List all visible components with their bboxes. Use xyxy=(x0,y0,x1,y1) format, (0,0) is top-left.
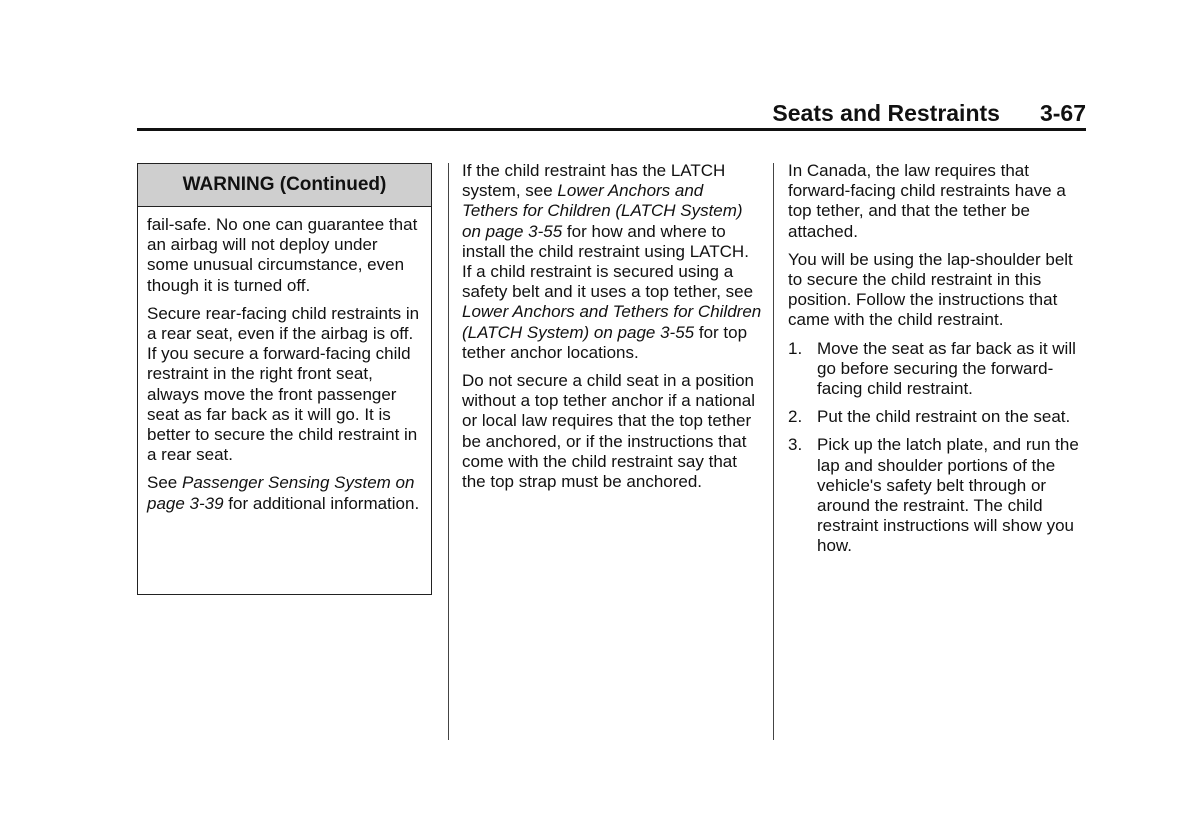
col3-paragraph-2: You will be using the lap-shoulder belt to secure the child restraint in this position. Follow the instructions that came with the child restraint. xyxy=(788,249,1073,330)
step-number: 1. xyxy=(788,338,803,358)
col2-paragraph-1 xyxy=(462,161,762,363)
warning-box xyxy=(137,163,432,595)
column-3 xyxy=(788,161,1088,565)
page-header xyxy=(700,100,1086,127)
text-run: for how and where to install the child restraint using LATCH. If a child restraint is secured using a safety belt and it uses a top tether, see xyxy=(462,221,754,302)
step-number: 3. xyxy=(788,435,803,455)
warning-paragraph-1: fail-safe. No one can guarantee that an airbag will not deploy under some unusual circumstance, even though it is turned off. xyxy=(147,215,418,295)
column-2 xyxy=(462,161,762,500)
step-text: Put the child restraint on the seat. xyxy=(817,407,1071,427)
text-run: for additional information. xyxy=(223,493,420,513)
steps-list xyxy=(788,339,1088,557)
column-divider-1 xyxy=(448,163,449,740)
text-run: for top tether anchor locations. xyxy=(462,322,748,362)
cross-reference-link[interactable]: Lower Anchors and Tethers for Children (LATCH System) on page 3-55 xyxy=(462,302,762,342)
column-divider-2 xyxy=(773,163,774,740)
text-run: If the child restraint has the LATCH system, see xyxy=(462,161,726,201)
cross-reference-link[interactable]: Passenger Sensing System on page 3-39 xyxy=(147,473,415,513)
col3-paragraph-1: In Canada, the law requires that forward-facing child restraints have a top tether, and that the tether be attached. xyxy=(788,161,1066,241)
warning-body xyxy=(138,207,431,514)
header-rule xyxy=(137,128,1086,131)
list-item xyxy=(788,339,1088,400)
step-number: 2. xyxy=(788,407,803,427)
section-title: Seats and Restraints xyxy=(772,100,1000,126)
text-run: See xyxy=(147,473,182,493)
warning-heading: WARNING (Continued) xyxy=(138,164,431,207)
step-text: Pick up the latch plate, and run the lap and shoulder portions of the vehicle's safety belt through or around the restraint. The child restraint instructions will show you how. xyxy=(817,435,1079,556)
cross-reference-link[interactable]: Lower Anchors and Tethers for Children (LATCH System) on page 3-55 xyxy=(462,181,743,241)
page-number: 3-67 xyxy=(1039,100,1086,126)
col2-paragraph-2: Do not secure a child seat in a position without a top tether anchor if a national or local law requires that the top tether be anchored, or if the instructions that come with the child restraint say that the top strap must be anchored. xyxy=(462,371,755,492)
list-item xyxy=(788,435,1088,556)
step-text: Move the seat as far back as it will go before securing the forward-facing child restraint. xyxy=(817,338,1076,399)
list-item xyxy=(788,407,1088,427)
warning-paragraph-3 xyxy=(147,473,422,513)
warning-paragraph-2: Secure rear-facing child restraints in a rear seat, even if the airbag is off. If you secure a forward-facing child restraint in the right front seat, always move the front passenger seat as far back as it will go. It is better to secure the child restraint in a rear seat. xyxy=(147,303,420,465)
